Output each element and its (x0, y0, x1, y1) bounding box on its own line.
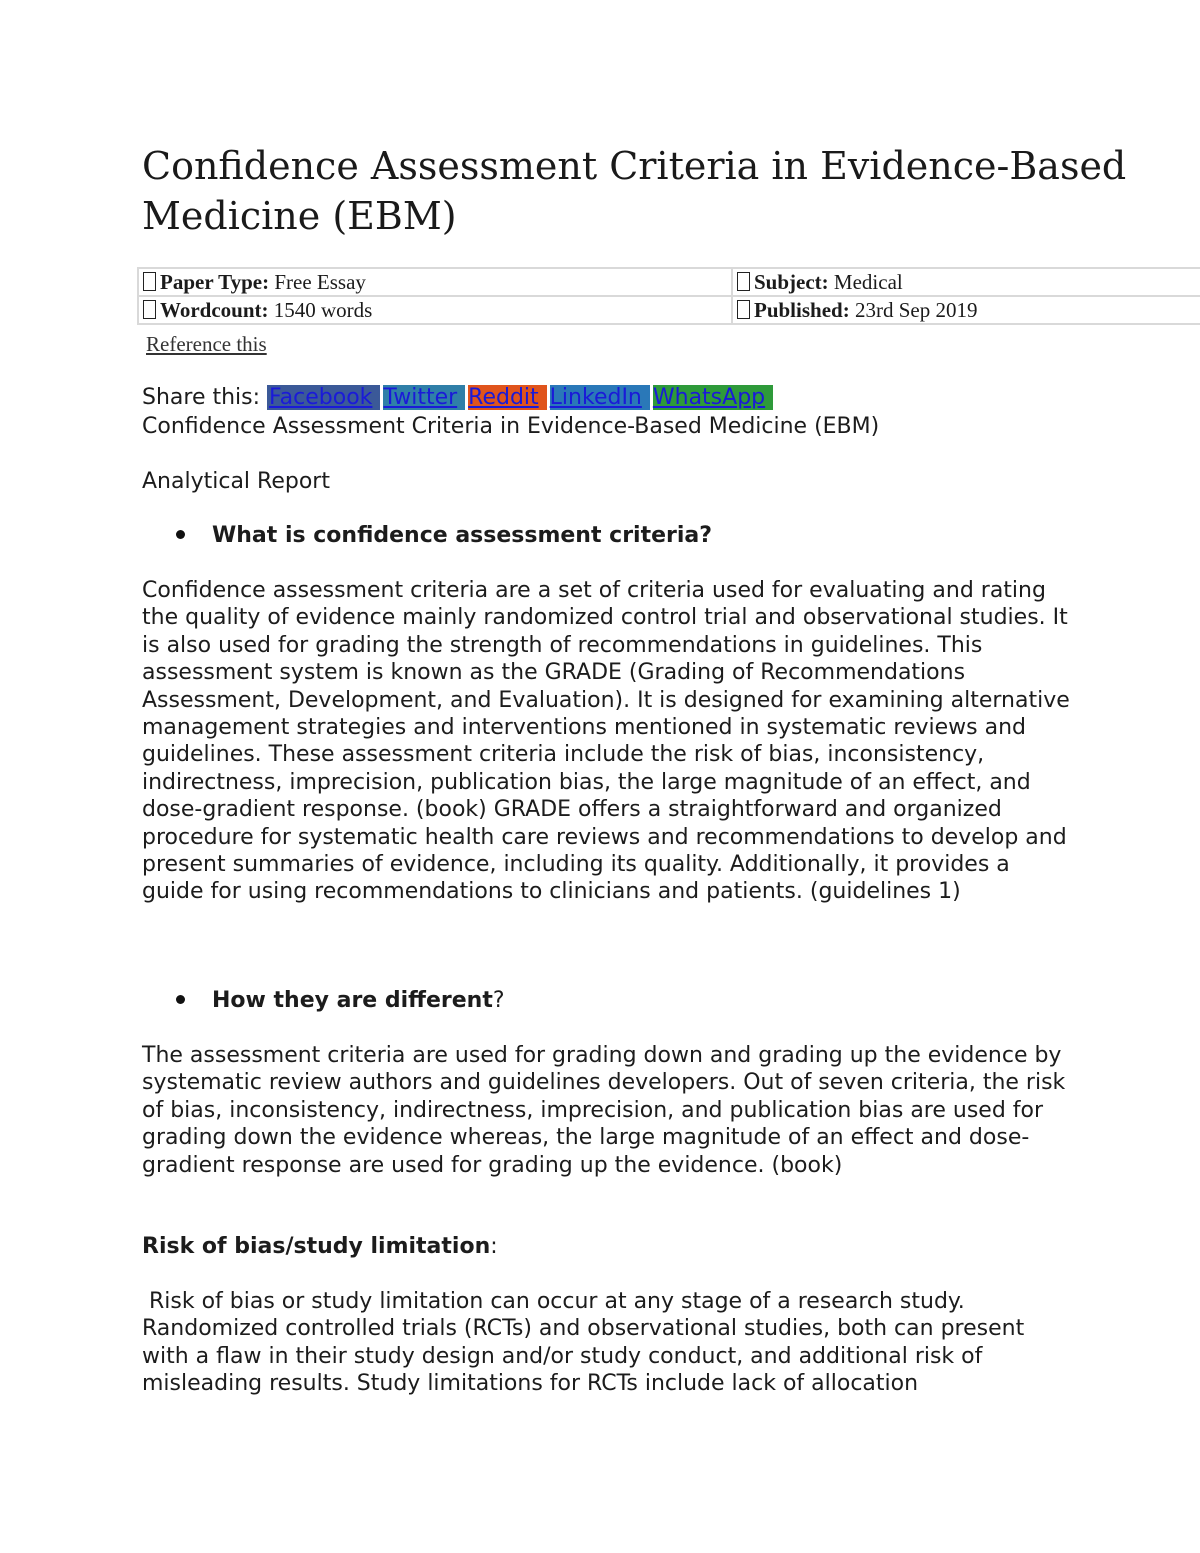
subject-value: Medical (833, 269, 903, 294)
wordcount-value: 1540 words (273, 297, 373, 322)
wordcount-cell (138, 296, 732, 324)
metadata-table (137, 267, 1200, 325)
paragraph-2: The assessment criteria are used for grading down and grading up the evidence by systematic review authors and guidelines developers. Out of seven criteria, the risk of bias, inconsistency, indirectness, imprecision, and publication bias are used for grading down the evidence whereas, the large magnitude of an effect and dose-gradient response are used for grading up the evidence. (book) (142, 1043, 1066, 1178)
bullet-suffix: ? (492, 988, 505, 1013)
missing-glyph-icon (737, 272, 750, 291)
paper-type-value: Free Essay (274, 269, 366, 294)
wordcount-label: Wordcount: (160, 297, 269, 322)
subject-cell (732, 268, 1200, 296)
reference-link[interactable]: Reference this (146, 332, 267, 356)
section-heading-text: Risk of bias/study limitation (142, 1234, 491, 1259)
share-whatsapp-link[interactable]: WhatsApp (653, 385, 773, 410)
page-title: Confidence Assessment Criteria in Evidence-Based Medicine (EBM) (142, 144, 1127, 238)
paper-type-label: Paper Type: (160, 269, 270, 294)
paragraph-3: Risk of bias or study limitation can occur at any stage of a research study. Randomized controlled trials (RCTs) and observational studies, both can present with a flaw in their study design and/or study conduct, and additional risk of misleading results. Study limitations for RCTs include lack of allocation (142, 1289, 1032, 1397)
bullet-question-2 (142, 987, 505, 1014)
bullet-icon (176, 530, 185, 539)
missing-glyph-icon (143, 272, 156, 291)
share-facebook-link[interactable]: Facebook (267, 385, 380, 410)
report-label: Analytical Report (142, 469, 330, 494)
published-label: Published: (754, 297, 850, 322)
share-reddit-link[interactable]: Reddit (468, 385, 547, 410)
share-bar (142, 384, 773, 411)
published-cell (732, 296, 1200, 324)
bullet-text: How they are different (212, 988, 493, 1013)
bullet-question-1 (142, 522, 712, 549)
repeat-title: Confidence Assessment Criteria in Evidence-Based Medicine (EBM) (142, 414, 880, 439)
subject-label: Subject: (754, 269, 829, 294)
section-heading (142, 1233, 498, 1260)
missing-glyph-icon (143, 300, 156, 319)
bullet-text: What is confidence assessment criteria? (212, 523, 713, 548)
share-twitter-link[interactable]: Twitter (383, 385, 465, 410)
published-value: 23rd Sep 2019 (854, 297, 978, 322)
section-heading-suffix: : (490, 1234, 498, 1259)
paper-type-cell (138, 268, 732, 296)
share-linkedin-link[interactable]: LinkedIn (550, 385, 650, 410)
share-label: Share this: (142, 385, 261, 410)
bullet-icon (176, 995, 185, 1004)
missing-glyph-icon (737, 300, 750, 319)
paragraph-1: Confidence assessment criteria are a set of criteria used for evaluating and rating the quality of evidence mainly randomized control trial and observational studies. It is also used for grading the strength of recommendations in guidelines. This assessment system is known as the GRADE (Grading of Recommendations Assessment, Development, and Evaluation). It is designed for examining alternative management strategies and interventions mentioned in systematic reviews and guidelines. These assessment criteria include the risk of bias, inconsistency, indirectness, imprecision, publication bias, the large magnitude of an effect, and dose-gradient response. (book) GRADE offers a straightforward and organized procedure for systematic health care reviews and recommendations to develop and present summaries of evidence, including its quality. Additionally, it provides a guide for using recommendations to clinicians and patients. (guidelines 1) (142, 578, 1070, 905)
